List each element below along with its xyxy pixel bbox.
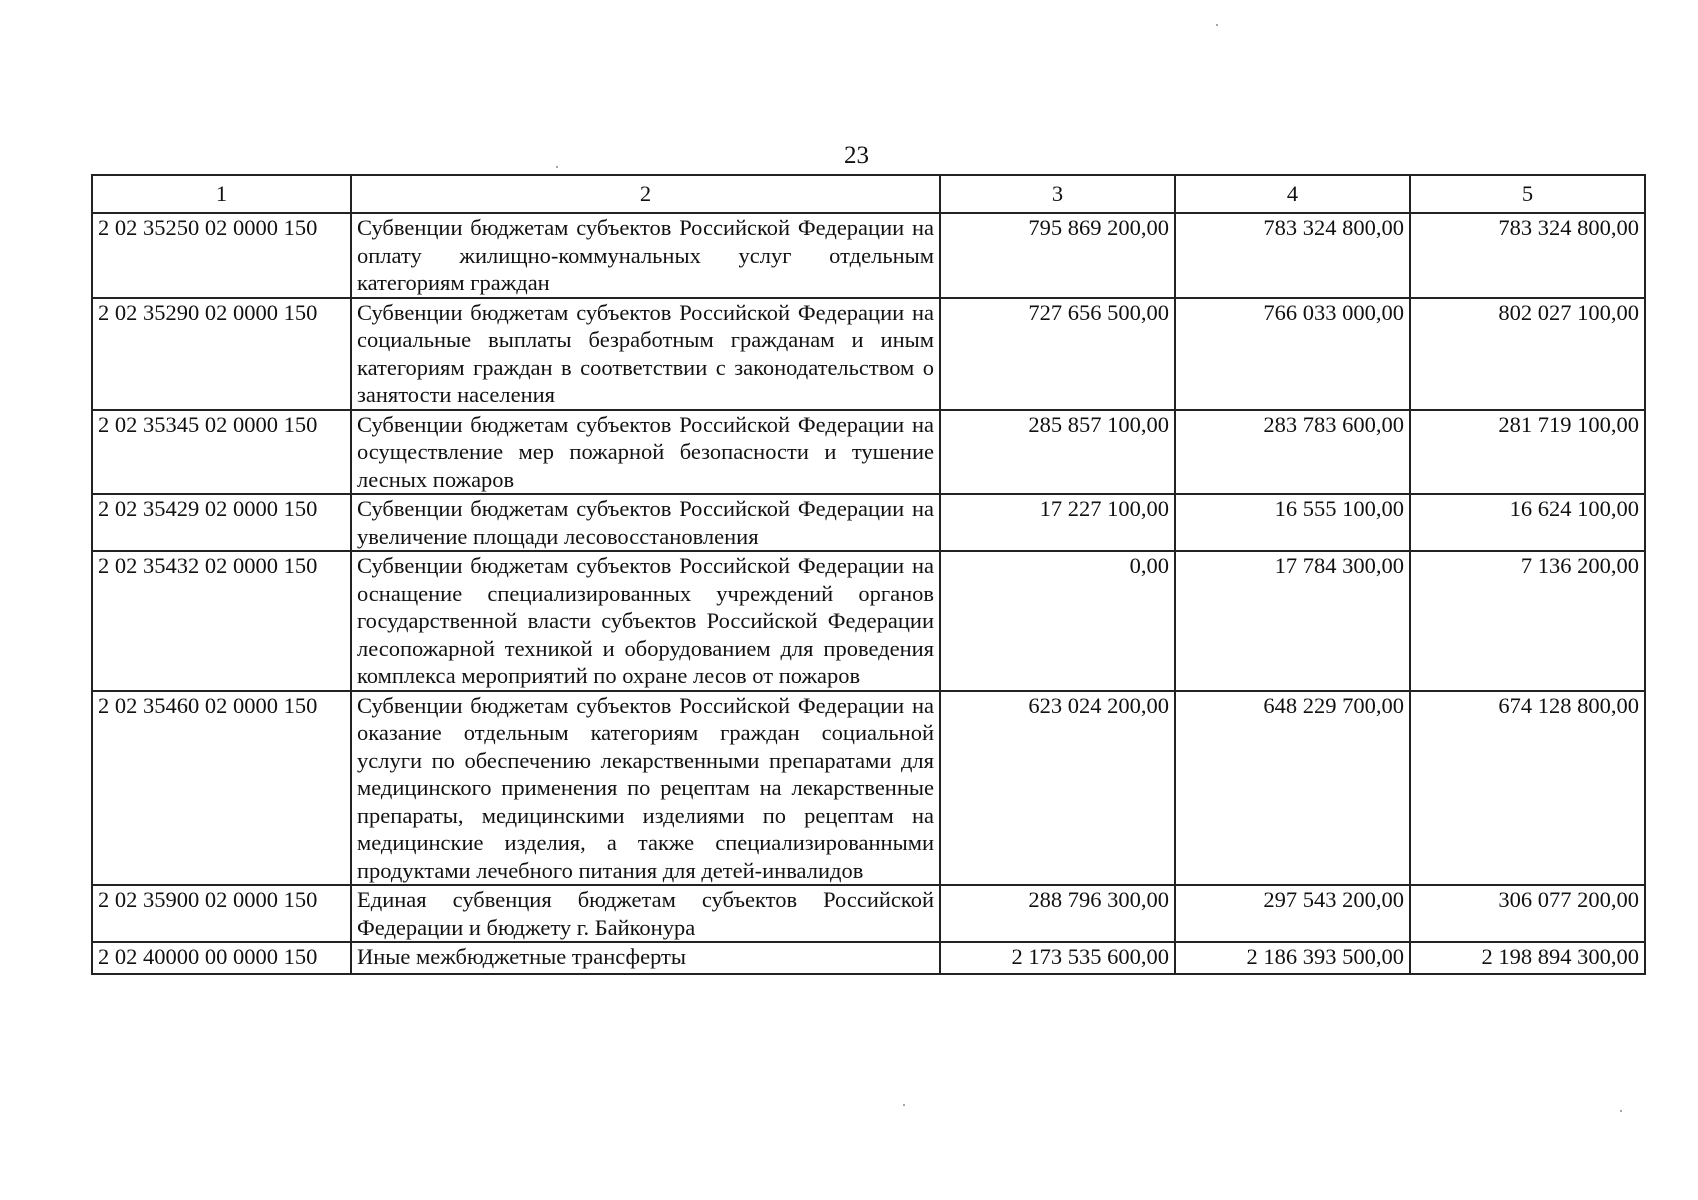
amount-col5-cell: 306 077 200,00 — [1410, 885, 1645, 942]
amount-col5-cell: 802 027 100,00 — [1410, 298, 1645, 410]
description-cell: Субвенции бюджетам субъектов Российской Федерации на оказание отдельным категориям граждан социальной услуги по обеспечению лекарственными препаратами для медицинского применения по рецептам на лекарственные препараты, медицинскими изделиями по рецептам на медицинские изделия, а также специализированными продуктами лечебного питания для детей-инвалидов — [351, 691, 940, 886]
budget-code-cell: 2 02 35345 02 0000 150 — [92, 410, 351, 495]
amount-col4-cell: 17 784 300,00 — [1175, 551, 1410, 691]
amount-col4-cell: 297 543 200,00 — [1175, 885, 1410, 942]
budget-table — [91, 174, 1646, 975]
description-cell: Субвенции бюджетам субъектов Российской Федерации на социальные выплаты безработным гражданам и иным категориям граждан в соответствии с законодательством о занятости населения — [351, 298, 940, 410]
amount-col3-cell: 623 024 200,00 — [940, 691, 1175, 886]
table-row — [92, 551, 1645, 691]
budget-code-cell: 2 02 40000 00 0000 150 — [92, 942, 351, 974]
amount-col5-cell: 16 624 100,00 — [1410, 494, 1645, 551]
table-row — [92, 494, 1645, 551]
description-cell: Субвенции бюджетам субъектов Российской Федерации на осуществление мер пожарной безопасности и тушение лесных пожаров — [351, 410, 940, 495]
amount-col4-cell: 16 555 100,00 — [1175, 494, 1410, 551]
amount-col3-cell: 285 857 100,00 — [940, 410, 1175, 495]
amount-col3-cell: 2 173 535 600,00 — [940, 942, 1175, 974]
table-row — [92, 213, 1645, 298]
column-header-3: 3 — [940, 175, 1175, 213]
amount-col3-cell: 727 656 500,00 — [940, 298, 1175, 410]
table-row — [92, 942, 1645, 974]
description-cell: Субвенции бюджетам субъектов Российской Федерации на увеличение площади лесовосстановления — [351, 494, 940, 551]
description-cell: Субвенции бюджетам субъектов Российской Федерации на оплату жилищно-коммунальных услуг отдельным категориям граждан — [351, 213, 940, 298]
description-cell: Единая субвенция бюджетам субъектов Российской Федерации и бюджету г. Байконура — [351, 885, 940, 942]
scan-speck — [556, 166, 558, 168]
table-header-row — [92, 175, 1645, 213]
budget-code-cell: 2 02 35429 02 0000 150 — [92, 494, 351, 551]
budget-code-cell: 2 02 35900 02 0000 150 — [92, 885, 351, 942]
budget-code-cell: 2 02 35250 02 0000 150 — [92, 213, 351, 298]
column-header-1: 1 — [92, 175, 351, 213]
scan-speck — [903, 1104, 905, 1106]
amount-col5-cell: 783 324 800,00 — [1410, 213, 1645, 298]
table-row — [92, 691, 1645, 886]
amount-col5-cell: 281 719 100,00 — [1410, 410, 1645, 495]
amount-col5-cell: 674 128 800,00 — [1410, 691, 1645, 886]
budget-code-cell: 2 02 35432 02 0000 150 — [92, 551, 351, 691]
amount-col3-cell: 17 227 100,00 — [940, 494, 1175, 551]
scan-speck — [1620, 1110, 1622, 1112]
budget-code-cell: 2 02 35290 02 0000 150 — [92, 298, 351, 410]
table-row — [92, 298, 1645, 410]
amount-col3-cell: 0,00 — [940, 551, 1175, 691]
scan-speck — [1216, 24, 1218, 26]
page-number: 23 — [844, 142, 869, 169]
amount-col3-cell: 795 869 200,00 — [940, 213, 1175, 298]
budget-code-cell: 2 02 35460 02 0000 150 — [92, 691, 351, 886]
amount-col5-cell: 7 136 200,00 — [1410, 551, 1645, 691]
description-cell: Иные межбюджетные трансферты — [351, 942, 940, 974]
amount-col3-cell: 288 796 300,00 — [940, 885, 1175, 942]
table-row — [92, 885, 1645, 942]
amount-col4-cell: 766 033 000,00 — [1175, 298, 1410, 410]
description-cell: Субвенции бюджетам субъектов Российской Федерации на оснащение специализированных учреждений органов государственной власти субъектов Российской Федерации лесопожарной техникой и оборудованием для проведения комплекса мероприятий по охране лесов от пожаров — [351, 551, 940, 691]
table-row — [92, 410, 1645, 495]
column-header-5: 5 — [1410, 175, 1645, 213]
column-header-2: 2 — [351, 175, 940, 213]
amount-col4-cell: 283 783 600,00 — [1175, 410, 1410, 495]
amount-col4-cell: 648 229 700,00 — [1175, 691, 1410, 886]
amount-col5-cell: 2 198 894 300,00 — [1410, 942, 1645, 974]
amount-col4-cell: 2 186 393 500,00 — [1175, 942, 1410, 974]
amount-col4-cell: 783 324 800,00 — [1175, 213, 1410, 298]
column-header-4: 4 — [1175, 175, 1410, 213]
